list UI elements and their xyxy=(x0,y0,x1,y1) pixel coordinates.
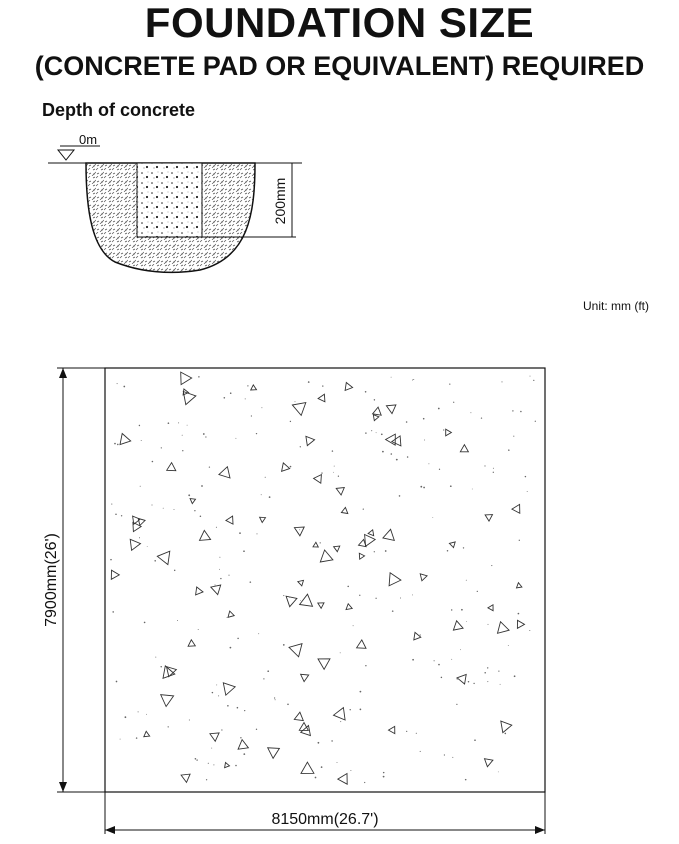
cross-section xyxy=(48,132,302,272)
aggregate-dot xyxy=(206,779,207,780)
aggregate-dot xyxy=(219,557,220,558)
aggregate-dot xyxy=(283,644,285,646)
aggregate-dot xyxy=(453,402,454,403)
aggregate-dot xyxy=(465,779,467,781)
aggregate-dot xyxy=(438,408,440,410)
aggregate-dot xyxy=(381,433,383,435)
aggregate-dot xyxy=(432,517,433,518)
aggregate-dot xyxy=(139,425,140,426)
aggregate-dot xyxy=(258,633,259,634)
concrete-block xyxy=(137,163,202,237)
aggregate-dot xyxy=(481,417,482,418)
aggregate-dot xyxy=(318,742,320,744)
aggregate-dot xyxy=(451,659,452,660)
aggregate-dot xyxy=(514,675,516,677)
aggregate-dot xyxy=(423,487,425,489)
aggregate-dot xyxy=(423,418,425,420)
aggregate-dot xyxy=(487,681,488,682)
aggregate-dot xyxy=(365,391,367,393)
aggregate-dot xyxy=(138,711,139,712)
aggregate-dot xyxy=(115,513,117,515)
aggregate-dot xyxy=(533,380,534,381)
aggregate-dot xyxy=(322,385,323,386)
aggregate-dot xyxy=(168,422,170,424)
aggregate-dot xyxy=(201,485,203,487)
aggregate-dot xyxy=(530,376,531,377)
aggregate-dot xyxy=(338,476,339,477)
aggregate-dot xyxy=(334,466,335,467)
ground-level-marker-icon xyxy=(58,150,74,160)
aggregate-dot xyxy=(441,677,443,679)
aggregate-dot xyxy=(302,530,303,531)
aggregate-dot xyxy=(230,647,232,649)
aggregate-dot xyxy=(470,412,471,413)
aggregate-dot xyxy=(256,533,257,534)
aggregate-dot xyxy=(493,472,494,473)
concrete-pad-outline xyxy=(105,368,545,792)
aggregate-dot xyxy=(512,410,513,411)
aggregate-dot xyxy=(340,652,341,653)
aggregate-dot xyxy=(250,581,252,583)
aggregate-dot xyxy=(110,559,112,561)
aggregate-dot xyxy=(141,440,142,441)
aggregate-dot xyxy=(498,772,499,773)
aggregate-dot xyxy=(374,551,375,552)
aggregate-dot xyxy=(488,624,489,625)
aggregate-dot xyxy=(332,450,333,451)
aggregate-dot xyxy=(412,380,413,381)
aggregate-dot xyxy=(451,609,452,610)
aggregate-dot xyxy=(444,754,445,755)
aggregate-dot xyxy=(243,550,245,552)
aggregate-dot xyxy=(219,569,220,570)
aggregate-dot xyxy=(474,739,476,741)
aggregate-dot xyxy=(383,772,384,773)
aggregate-dot xyxy=(359,595,360,596)
aggregate-dot xyxy=(212,692,213,693)
aggregate-dot xyxy=(473,683,474,684)
aggregate-dot xyxy=(237,638,239,640)
width-dimension-label: 8150mm(26.7') xyxy=(271,811,379,828)
aggregate-dot xyxy=(375,598,376,599)
aggregate-dot xyxy=(337,762,338,763)
aggregate-dot xyxy=(333,472,334,473)
aggregate-dot xyxy=(224,397,226,399)
aggregate-dot xyxy=(365,665,366,666)
aggregate-dot xyxy=(360,709,362,711)
unit-note: Unit: mm (ft) xyxy=(583,299,649,313)
aggregate-dot xyxy=(140,486,141,487)
aggregate-dot xyxy=(399,495,401,497)
aggregate-dot xyxy=(508,645,509,646)
aggregate-dot xyxy=(466,621,467,622)
aggregate-dot xyxy=(320,542,321,543)
aggregate-dot xyxy=(340,721,341,722)
aggregate-dot xyxy=(477,591,478,592)
aggregate-dot xyxy=(203,433,205,435)
aggregate-dot xyxy=(112,611,114,613)
aggregate-dot xyxy=(439,469,440,470)
aggregate-dot xyxy=(466,580,467,581)
aggregate-dot xyxy=(500,684,501,685)
aggregate-dot xyxy=(525,476,526,477)
aggregate-dot xyxy=(146,714,147,715)
aggregate-dot xyxy=(283,595,284,596)
aggregate-dot xyxy=(114,443,116,445)
aggregate-dot xyxy=(214,584,215,585)
aggregate-dot xyxy=(374,399,375,400)
aggregate-dot xyxy=(413,379,414,380)
aggregate-dot xyxy=(261,494,262,495)
aggregate-dot xyxy=(161,447,162,448)
aggregate-dot xyxy=(235,438,236,439)
aggregate-dot xyxy=(518,613,520,615)
aggregate-dot xyxy=(275,699,276,700)
aggregate-dot xyxy=(376,432,377,433)
aggregate-dot xyxy=(513,436,514,437)
aggregate-dot xyxy=(237,707,239,709)
aggregate-dot xyxy=(208,763,209,764)
aggregate-dot xyxy=(452,546,453,547)
aggregate-dot xyxy=(195,758,197,760)
aggregate-dot xyxy=(396,459,398,461)
aggregate-dot xyxy=(151,504,152,505)
ground-level-label: 0m xyxy=(79,132,98,147)
aggregate-dot xyxy=(308,381,310,383)
aggregate-dot xyxy=(443,429,444,430)
aggregate-dot xyxy=(251,415,252,416)
aggregate-dot xyxy=(205,436,206,437)
aggregate-dot xyxy=(198,376,199,377)
aggregate-dot xyxy=(247,385,248,386)
aggregate-dot xyxy=(438,664,440,666)
aggregate-dot xyxy=(529,630,530,631)
aggregate-dot xyxy=(501,381,502,382)
aggregate-dot xyxy=(216,684,217,685)
aggregate-dot xyxy=(243,753,245,755)
aggregate-dot xyxy=(168,726,169,727)
width-arrow-left-icon xyxy=(105,826,115,834)
aggregate-dot xyxy=(450,485,452,487)
aggregate-dot xyxy=(287,704,289,706)
aggregate-dot xyxy=(347,586,349,588)
aggregate-dot xyxy=(461,609,463,611)
aggregate-dot xyxy=(245,398,246,399)
aggregate-dot xyxy=(211,748,212,749)
aggregate-dot xyxy=(472,489,473,490)
aggregate-dot xyxy=(239,532,241,534)
aggregate-dot xyxy=(491,565,492,566)
depth-section-label: Depth of concrete xyxy=(42,100,196,120)
aggregate-dot xyxy=(416,733,417,734)
aggregate-dot xyxy=(527,491,528,492)
aggregate-dot xyxy=(213,764,214,765)
pad-plan xyxy=(43,368,545,834)
aggregate-dot xyxy=(365,432,366,433)
aggregate-dot xyxy=(244,710,245,711)
aggregate-dot xyxy=(424,440,425,441)
aggregate-dot xyxy=(228,575,229,576)
aggregate-dot xyxy=(174,509,175,510)
aggregate-dot xyxy=(420,486,422,488)
aggregate-dot xyxy=(449,383,450,384)
aggregate-dot xyxy=(364,782,365,783)
aggregate-dot xyxy=(360,691,362,693)
aggregate-dot xyxy=(220,578,221,579)
height-arrow-top-icon xyxy=(59,368,67,378)
aggregate-dot xyxy=(315,777,317,779)
aggregate-dot xyxy=(385,550,387,552)
width-arrow-right-icon xyxy=(535,826,545,834)
aggregate-dot xyxy=(136,737,137,738)
aggregate-dot xyxy=(163,508,164,509)
aggregate-dot xyxy=(456,704,457,705)
aggregate-dot xyxy=(261,407,262,408)
aggregate-dot xyxy=(460,649,461,650)
aggregate-dot xyxy=(456,678,458,680)
aggregate-dot xyxy=(221,729,222,730)
aggregate-dot xyxy=(198,629,199,630)
aggregate-dot xyxy=(174,570,175,571)
page-title: FOUNDATION SIZE xyxy=(144,0,535,46)
aggregate-dot xyxy=(321,472,322,473)
aggregate-dot xyxy=(434,660,435,661)
aggregate-dot xyxy=(265,477,266,478)
aggregate-dot xyxy=(391,377,392,378)
aggregate-dot xyxy=(290,466,292,468)
aggregate-dot xyxy=(139,537,140,538)
aggregate-dot xyxy=(187,425,188,426)
aggregate-dot xyxy=(263,678,264,679)
aggregate-dot xyxy=(154,560,156,562)
aggregate-dot xyxy=(194,510,195,511)
aggregate-dot xyxy=(484,672,486,674)
aggregate-dot xyxy=(160,666,161,667)
aggregate-dot xyxy=(274,697,275,698)
aggregate-dot xyxy=(182,435,183,436)
aggregate-dot xyxy=(216,527,217,528)
aggregate-dot xyxy=(400,597,401,598)
page-subtitle: (CONCRETE PAD OR EQUIVALENT) REQUIRED xyxy=(34,51,645,81)
aggregate-dot xyxy=(447,550,449,552)
aggregate-dot xyxy=(155,657,156,658)
aggregate-dot xyxy=(188,494,190,496)
aggregate-dot xyxy=(428,463,429,464)
aggregate-dot xyxy=(468,681,469,682)
aggregate-dot xyxy=(487,667,488,668)
aggregate-dot xyxy=(406,731,407,732)
aggregate-dot xyxy=(420,751,421,752)
aggregate-dot xyxy=(123,386,125,388)
aggregate-dot xyxy=(392,610,394,612)
aggregate-dot xyxy=(391,453,393,455)
aggregate-dot xyxy=(117,444,119,446)
aggregate-dot xyxy=(147,546,148,547)
aggregate-dot xyxy=(331,740,332,741)
aggregate-dot xyxy=(350,709,351,710)
aggregate-dot xyxy=(493,468,494,469)
aggregate-dot xyxy=(300,446,301,447)
aggregate-dot xyxy=(235,765,237,767)
aggregate-dot xyxy=(383,776,385,778)
aggregate-dot xyxy=(504,733,506,735)
aggregate-dot xyxy=(350,770,351,771)
aggregate-dot xyxy=(178,422,179,423)
aggregate-dot xyxy=(363,508,364,509)
aggregate-dot xyxy=(371,430,372,431)
aggregate-dot xyxy=(520,411,522,413)
aggregate-dot xyxy=(240,737,241,738)
depth-dimension-label: 200mm xyxy=(272,177,288,225)
aggregate-dot xyxy=(177,620,178,621)
aggregate-dot xyxy=(152,461,154,463)
aggregate-dot xyxy=(182,450,183,451)
aggregate-dot xyxy=(299,529,300,530)
aggregate-dot xyxy=(412,659,414,661)
aggregate-dot xyxy=(452,757,453,758)
aggregate-dot xyxy=(382,451,384,453)
aggregate-dot xyxy=(290,421,291,422)
aggregate-dot xyxy=(412,594,413,595)
height-arrow-bottom-icon xyxy=(59,782,67,792)
aggregate-dot xyxy=(209,466,210,467)
aggregate-dot xyxy=(218,695,219,696)
aggregate-dot xyxy=(120,739,121,740)
aggregate-dot xyxy=(295,401,296,402)
aggregate-dot xyxy=(420,634,421,635)
aggregate-dot xyxy=(227,705,229,707)
aggregate-dot xyxy=(227,617,228,618)
aggregate-dot xyxy=(406,421,408,423)
aggregate-dot xyxy=(189,719,190,720)
aggregate-dot xyxy=(321,766,323,768)
aggregate-dot xyxy=(300,600,301,601)
aggregate-dot xyxy=(196,759,197,760)
aggregate-dot xyxy=(256,729,257,730)
aggregate-dot xyxy=(535,421,536,422)
aggregate-dot xyxy=(230,392,232,394)
aggregate-dot xyxy=(463,547,464,548)
aggregate-dot xyxy=(111,504,112,505)
aggregate-dot xyxy=(407,456,409,458)
aggregate-dot xyxy=(508,449,510,451)
aggregate-dot xyxy=(484,465,485,466)
aggregate-dot xyxy=(125,716,127,718)
aggregate-dot xyxy=(256,433,257,434)
aggregate-dot xyxy=(289,597,290,598)
aggregate-dot xyxy=(498,671,499,672)
aggregate-dot xyxy=(200,516,202,518)
aggregate-dot xyxy=(267,670,269,672)
aggregate-dot xyxy=(117,383,118,384)
aggregate-dot xyxy=(353,625,354,626)
height-dimension-label: 7900mm(26') xyxy=(43,533,60,627)
aggregate-dot xyxy=(269,496,271,498)
aggregate-dot xyxy=(116,681,118,683)
aggregate-dot xyxy=(144,622,146,624)
aggregate-dot xyxy=(519,540,520,541)
aggregate-dot xyxy=(121,515,122,516)
